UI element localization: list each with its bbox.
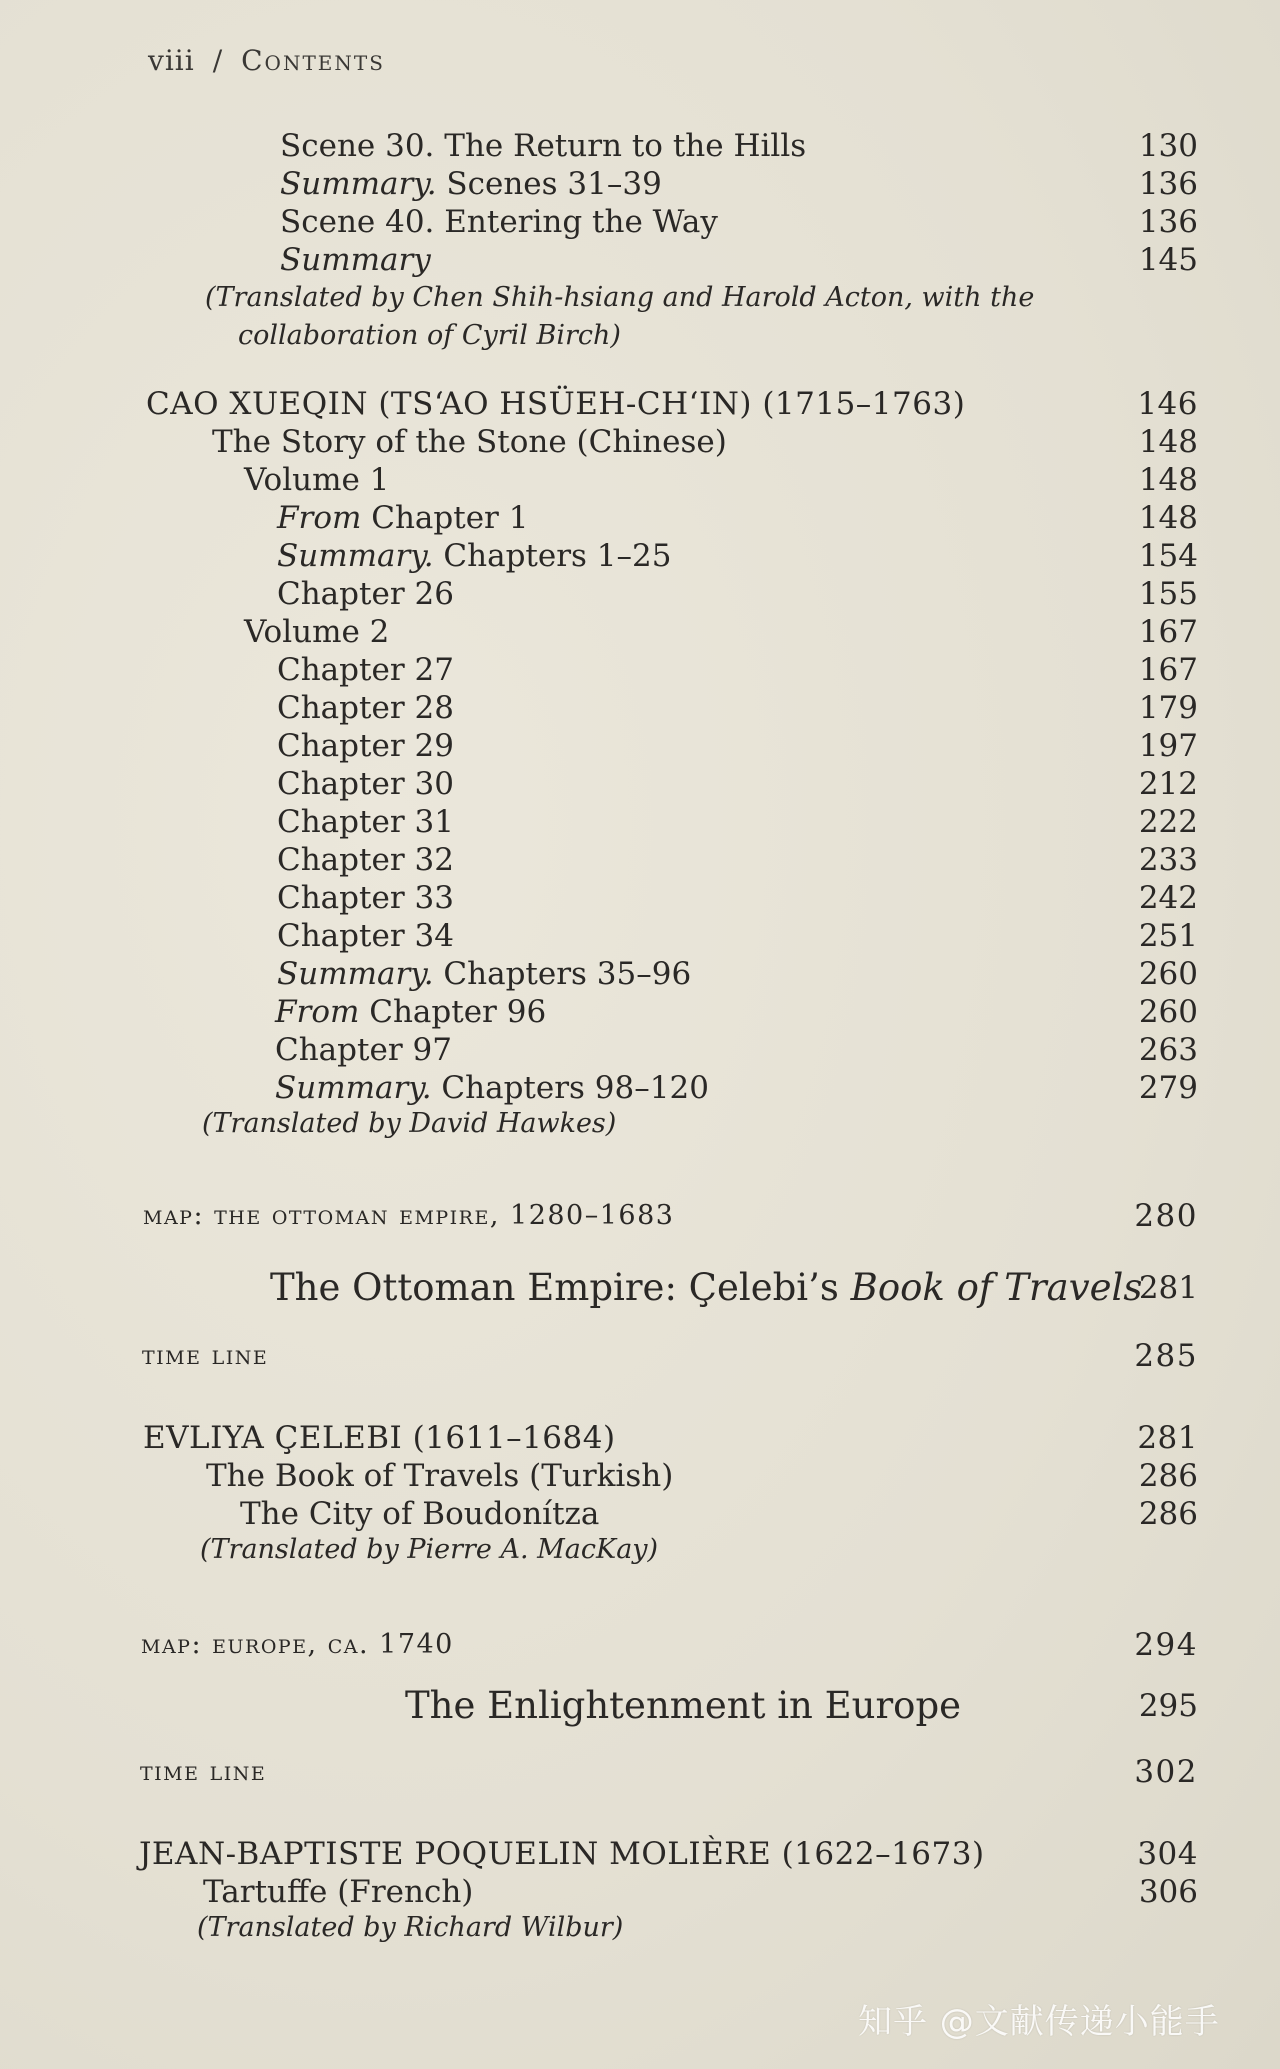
toc-entry-page: 148 <box>1138 462 1198 498</box>
toc-entry-page: 306 <box>1138 1874 1198 1910</box>
toc-entry-page: 167 <box>1138 614 1198 650</box>
toc-entry-label: Chapter 31 <box>277 804 454 840</box>
toc-entry <box>0 164 1280 204</box>
map-entry <box>0 1625 1280 1665</box>
toc-entry <box>0 1494 1280 1534</box>
toc-entry-label: Chapter 34 <box>277 918 454 954</box>
toc-entry-label: Scene 40. Entering the Way <box>280 204 718 240</box>
toc-entry <box>0 954 1280 994</box>
toc-entry-label: Volume 2 <box>244 614 390 650</box>
translator-note-text: (Translated by Chen Shih-hsiang and Harold Acton, with the <box>205 282 1035 313</box>
toc-entry-page: 302 <box>1134 1754 1198 1790</box>
toc-entry-page: 260 <box>1138 994 1198 1030</box>
toc-entry-page: 154 <box>1138 538 1198 574</box>
toc-entry <box>0 1872 1280 1912</box>
toc-entry-page: 155 <box>1138 576 1198 612</box>
toc-entry-page: 281 <box>1138 1270 1198 1306</box>
translator-note <box>0 316 1280 356</box>
toc-entry <box>0 650 1280 690</box>
toc-entry-page: 251 <box>1138 918 1198 954</box>
author-name: JEAN-BAPTISTE POQUELIN MOLIÈRE (1622–1673) <box>139 1836 985 1872</box>
toc-entry <box>0 764 1280 804</box>
toc-entry <box>0 460 1280 500</box>
toc-entry-label: The City of Boudonítza <box>240 1496 600 1532</box>
toc-entry <box>0 422 1280 462</box>
time-line-label: time line <box>140 1756 267 1787</box>
toc-entry-page: 285 <box>1134 1338 1198 1374</box>
time-line-entry <box>0 1336 1280 1376</box>
header-title: Contents <box>241 44 385 77</box>
toc-entry <box>0 802 1280 842</box>
toc-entry-label: Chapter 32 <box>277 842 454 878</box>
toc-entry <box>0 536 1280 576</box>
header-separator: / <box>212 44 224 77</box>
toc-entry-page: 294 <box>1134 1627 1198 1663</box>
toc-entry-page: 263 <box>1138 1032 1198 1068</box>
translator-note <box>0 1530 1280 1570</box>
toc-entry-page: 286 <box>1138 1458 1198 1494</box>
toc-entry-label: Summary. Chapters 1–25 <box>277 538 672 574</box>
translator-note <box>0 1104 1280 1144</box>
toc-entry-label: The Book of Travels (Turkish) <box>206 1458 674 1494</box>
toc-entry-page: 222 <box>1138 804 1198 840</box>
toc-entry-label: Summary. Chapters 98–120 <box>275 1070 709 1106</box>
translator-note <box>0 1908 1280 1948</box>
toc-entry-label: Chapter 28 <box>277 690 454 726</box>
toc-entry <box>0 840 1280 880</box>
toc-entry-page: 130 <box>1138 128 1198 164</box>
watermark: 知乎 @文献传递小能手 <box>858 2002 1220 2042</box>
toc-entry <box>0 992 1280 1032</box>
toc-entry-label: From Chapter 96 <box>275 994 547 1030</box>
toc-entry-page: 279 <box>1138 1070 1198 1106</box>
toc-entry-label: Chapter 33 <box>277 880 454 916</box>
toc-entry-page: 304 <box>1137 1836 1198 1872</box>
toc-entry-page: 148 <box>1138 424 1198 460</box>
toc-entry-page: 212 <box>1138 766 1198 802</box>
toc-entry-page: 260 <box>1138 956 1198 992</box>
toc-entry-label: Chapter 97 <box>275 1032 452 1068</box>
translator-note-text: (Translated by Richard Wilbur) <box>197 1912 624 1943</box>
toc-entry <box>0 688 1280 728</box>
translator-note <box>0 278 1280 318</box>
section-title: The Ottoman Empire: Çelebi’s Book of Travels <box>270 1266 1143 1309</box>
toc-entry-page: 136 <box>1138 166 1198 202</box>
toc-entry <box>0 498 1280 538</box>
toc-entry-page: 280 <box>1134 1198 1198 1234</box>
toc-entry <box>0 1030 1280 1070</box>
toc-entry <box>0 574 1280 614</box>
toc-entry-page: 233 <box>1138 842 1198 878</box>
section-title: The Enlightenment in Europe <box>405 1684 962 1727</box>
toc-entry-page: 145 <box>1138 242 1198 278</box>
time-line-entry <box>0 1752 1280 1792</box>
toc-entry-label: Tartuffe (French) <box>203 1874 474 1910</box>
author-entry <box>0 384 1280 424</box>
translator-note-text: (Translated by Pierre A. MacKay) <box>200 1534 659 1565</box>
map-entry-label: map: europe, ca. 1740 <box>141 1629 454 1660</box>
translator-note-text: collaboration of Cyril Birch) <box>238 320 621 351</box>
toc-entry <box>0 1456 1280 1496</box>
toc-entry-page: 242 <box>1138 880 1198 916</box>
toc-entry-label: Chapter 27 <box>277 652 454 688</box>
toc-entry-page: 281 <box>1137 1420 1198 1456</box>
author-name: CAO XUEQIN (TS‘AO HSÜEH-CH‘IN) (1715–1763) <box>146 386 966 422</box>
toc-entry-label: Chapter 26 <box>277 576 454 612</box>
toc-entry-label: Chapter 30 <box>277 766 454 802</box>
toc-entry <box>0 1068 1280 1108</box>
toc-entry-label: From Chapter 1 <box>277 500 529 536</box>
toc-entry-page: 295 <box>1138 1688 1198 1724</box>
toc-entry-label: Volume 1 <box>244 462 390 498</box>
toc-entry <box>0 126 1280 166</box>
toc-entry-page: 286 <box>1138 1496 1198 1532</box>
toc-entry <box>0 726 1280 766</box>
toc-entry-label: Scene 30. The Return to the Hills <box>280 128 807 164</box>
translator-note-text: (Translated by David Hawkes) <box>202 1108 617 1139</box>
toc-entry-page: 148 <box>1138 500 1198 536</box>
toc-entry-page: 136 <box>1138 204 1198 240</box>
author-name: EVLIYA ÇELEBI (1611–1684) <box>143 1420 616 1456</box>
toc-entry-label: The Story of the Stone (Chinese) <box>212 424 727 460</box>
toc-entry-label: Chapter 29 <box>277 728 454 764</box>
toc-entry <box>0 916 1280 956</box>
toc-entry-page: 197 <box>1138 728 1198 764</box>
toc-entry-page: 179 <box>1138 690 1198 726</box>
toc-entry <box>0 878 1280 918</box>
toc-entry-label: Summary. Chapters 35–96 <box>277 956 692 992</box>
map-entry-label: map: the ottoman empire, 1280–1683 <box>143 1200 675 1231</box>
section-heading <box>0 1268 1280 1308</box>
author-entry <box>0 1834 1280 1874</box>
toc-entry-label: Summary <box>280 242 431 278</box>
toc-entry <box>0 612 1280 652</box>
running-header <box>148 44 385 77</box>
header-page-number: viii <box>148 44 195 77</box>
map-entry <box>0 1196 1280 1236</box>
toc-entry-label: Summary. Scenes 31–39 <box>280 166 662 202</box>
toc-entry-page: 167 <box>1138 652 1198 688</box>
section-heading <box>0 1686 1280 1726</box>
toc-entry-page: 146 <box>1137 386 1198 422</box>
toc-entry <box>0 240 1280 280</box>
toc-entry <box>0 202 1280 242</box>
author-entry <box>0 1418 1280 1458</box>
time-line-label: time line <box>142 1340 269 1371</box>
